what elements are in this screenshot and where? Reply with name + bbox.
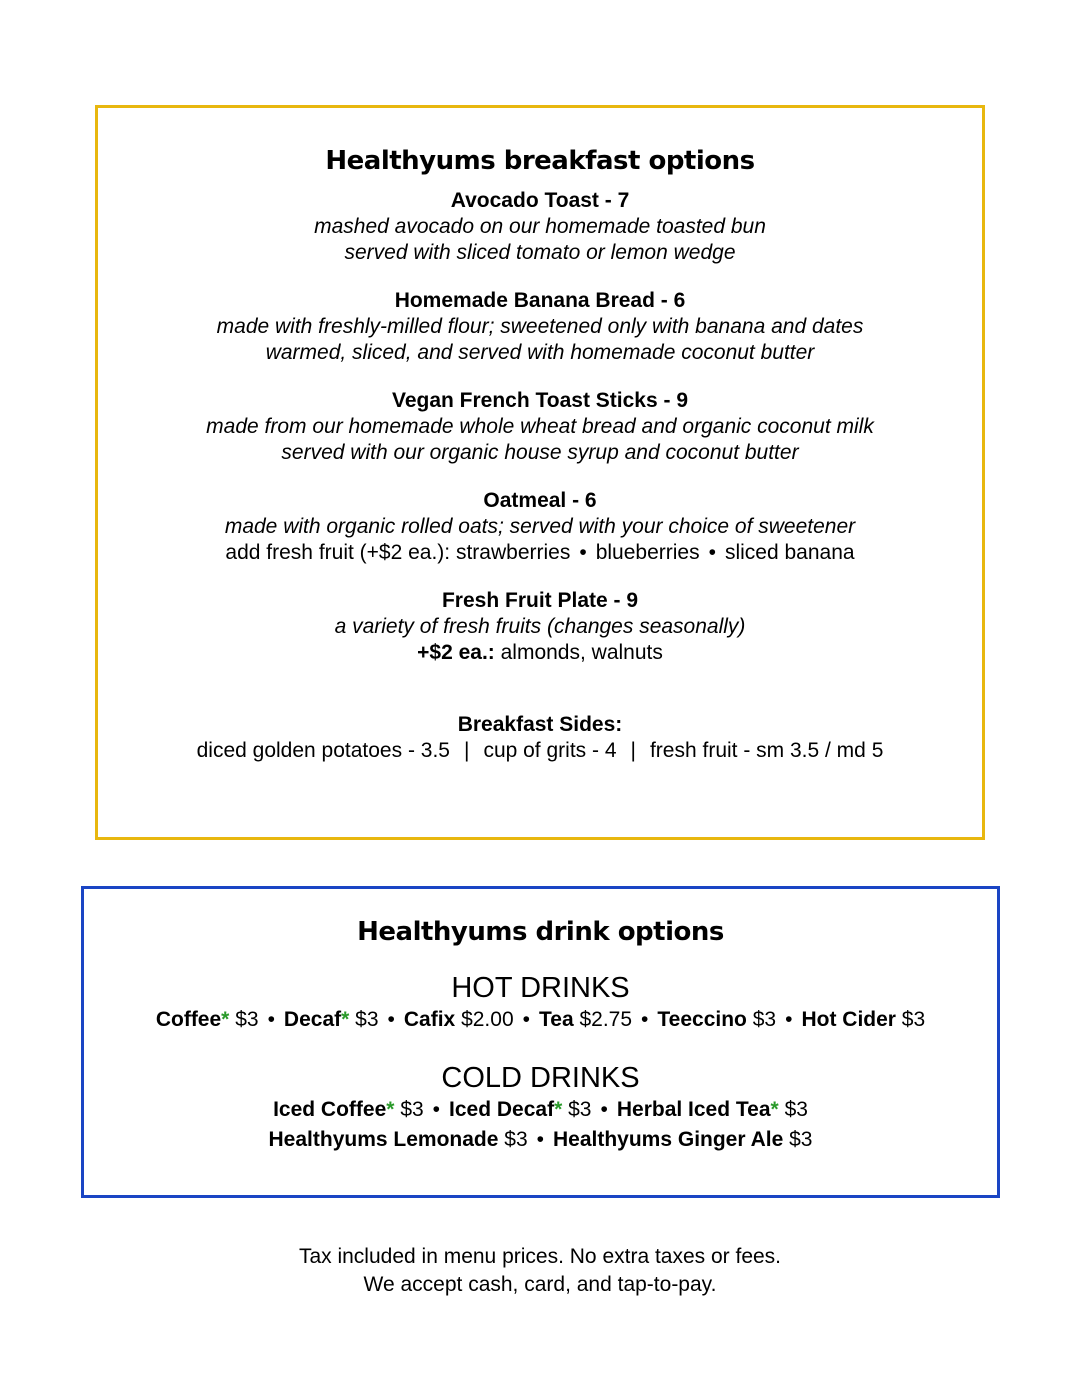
item-description: made from our homemade whole wheat bread and organic coconut milk (206, 415, 874, 438)
addon-option: sliced banana (724, 541, 855, 564)
drink-price: $3 (752, 1008, 777, 1031)
drink-name: Healthyums Ginger Ale (552, 1128, 784, 1151)
cold-drinks-row (84, 1095, 997, 1125)
pipe-separator: | (463, 739, 470, 762)
bullet-separator: • (579, 541, 587, 564)
bullet-separator: • (522, 1008, 530, 1031)
item-description: a variety of fresh fruits (changes seasonally) (334, 615, 746, 638)
item-description: warmed, sliced, and served with homemade coconut butter (265, 341, 815, 364)
extras-text: almonds, walnuts (494, 641, 663, 664)
drink-name: Herbal Iced Tea (616, 1098, 771, 1121)
item-description: served with our organic house syrup and coconut butter (281, 441, 799, 464)
asterisk-note: * (221, 1008, 230, 1031)
hot-drinks-title: HOT DRINKS (451, 972, 630, 1004)
drink-name: Decaf (283, 1008, 342, 1031)
drink-item (284, 1008, 379, 1031)
sides-list (98, 738, 982, 764)
cold-drinks-row (84, 1125, 997, 1155)
drink-name: Iced Decaf (449, 1098, 555, 1121)
drink-price: $3 (235, 1008, 259, 1031)
item-description: made with organic rolled oats; served with your choice of sweetener (224, 515, 856, 538)
drink-item (156, 1008, 259, 1031)
drink-price: $2.00 (461, 1008, 514, 1031)
bullet-separator: • (432, 1098, 441, 1121)
drink-price: $3 (504, 1128, 528, 1151)
asterisk-note: * (554, 1098, 563, 1121)
bullet-separator: • (708, 541, 716, 564)
item-description: made with freshly-milled flour; sweetened only with banana and dates (216, 315, 864, 338)
payment-note: We accept cash, card, and tap-to-pay. (363, 1273, 717, 1296)
item-description: served with sliced tomato or lemon wedge (344, 241, 736, 264)
drink-item (449, 1098, 591, 1121)
drink-item (617, 1098, 808, 1121)
addon-option: strawberries (455, 541, 571, 564)
drink-name: Coffee (155, 1008, 222, 1031)
hot-drinks-row (84, 1005, 997, 1035)
drink-price: $2.75 (579, 1008, 633, 1031)
footer-note (0, 1243, 1080, 1299)
drink-name: Tea (539, 1008, 574, 1031)
side-item: fresh fruit - sm 3.5 / md 5 (649, 739, 884, 762)
bullet-separator: • (267, 1008, 275, 1031)
drink-price: $3 (355, 1008, 379, 1031)
drink-name: Cafix (403, 1008, 456, 1031)
addon-prefix: add fresh fruit (+$2 ea.): (225, 541, 456, 564)
menu-item-avocado-toast (98, 188, 982, 266)
drink-price: $3 (400, 1098, 424, 1121)
extras-label: +$2 ea.: (417, 641, 495, 664)
pipe-separator: | (630, 739, 636, 762)
cold-drinks-title: COLD DRINKS (441, 1062, 640, 1094)
drink-price: $3 (901, 1008, 926, 1031)
item-name: Oatmeal - 6 (483, 489, 597, 512)
breakfast-menu-box (95, 105, 985, 840)
bullet-separator: • (536, 1128, 544, 1151)
drink-item (404, 1008, 514, 1031)
drink-price: $3 (789, 1128, 813, 1151)
bullet-separator: • (600, 1098, 608, 1121)
drink-item (801, 1008, 925, 1031)
asterisk-note: * (770, 1098, 779, 1121)
breakfast-sides (98, 712, 982, 764)
drink-item (273, 1098, 424, 1121)
drink-name: Teeccino (657, 1008, 747, 1031)
side-item: diced golden potatoes - 3.5 (196, 739, 450, 762)
hot-drinks-section (84, 971, 997, 1035)
breakfast-title: Healthyums breakfast options (325, 146, 755, 176)
item-name: Avocado Toast - 7 (450, 189, 630, 212)
item-description: mashed avocado on our homemade toasted bun (314, 215, 766, 238)
drink-name: Hot Cider (801, 1008, 896, 1031)
drink-item (657, 1008, 776, 1031)
drink-price: $3 (568, 1098, 592, 1121)
drink-price: $3 (784, 1098, 808, 1121)
drink-item (539, 1008, 632, 1031)
fruit-plate-extras (98, 640, 982, 666)
item-name: Fresh Fruit Plate - 9 (441, 589, 639, 612)
tax-note: Tax included in menu prices. No extra taxes or fees. (298, 1245, 782, 1268)
drink-item (553, 1128, 813, 1151)
menu-item-french-toast-sticks (98, 388, 982, 466)
bullet-separator: • (641, 1008, 649, 1031)
addon-option: blueberries (595, 541, 700, 564)
drink-item (269, 1128, 528, 1151)
item-name: Homemade Banana Bread - 6 (394, 289, 686, 312)
breakfast-items (98, 188, 982, 764)
menu-item-banana-bread (98, 288, 982, 366)
cold-drinks-section (84, 1061, 997, 1155)
drink-name: Healthyums Lemonade (268, 1128, 499, 1151)
asterisk-note: * (341, 1008, 350, 1031)
bullet-separator: • (387, 1008, 395, 1031)
drink-name: Iced Coffee (273, 1098, 387, 1121)
menu-item-oatmeal (98, 488, 982, 566)
menu-item-fruit-plate (98, 588, 982, 666)
drinks-menu-box (81, 886, 1000, 1198)
bullet-separator: • (785, 1008, 793, 1031)
asterisk-note: * (386, 1098, 395, 1121)
sides-title: Breakfast Sides: (457, 713, 623, 736)
item-name: Vegan French Toast Sticks - 9 (391, 389, 689, 412)
side-item: cup of grits - 4 (483, 739, 617, 762)
drinks-title: Healthyums drink options (357, 917, 724, 947)
oatmeal-addons (98, 540, 982, 566)
